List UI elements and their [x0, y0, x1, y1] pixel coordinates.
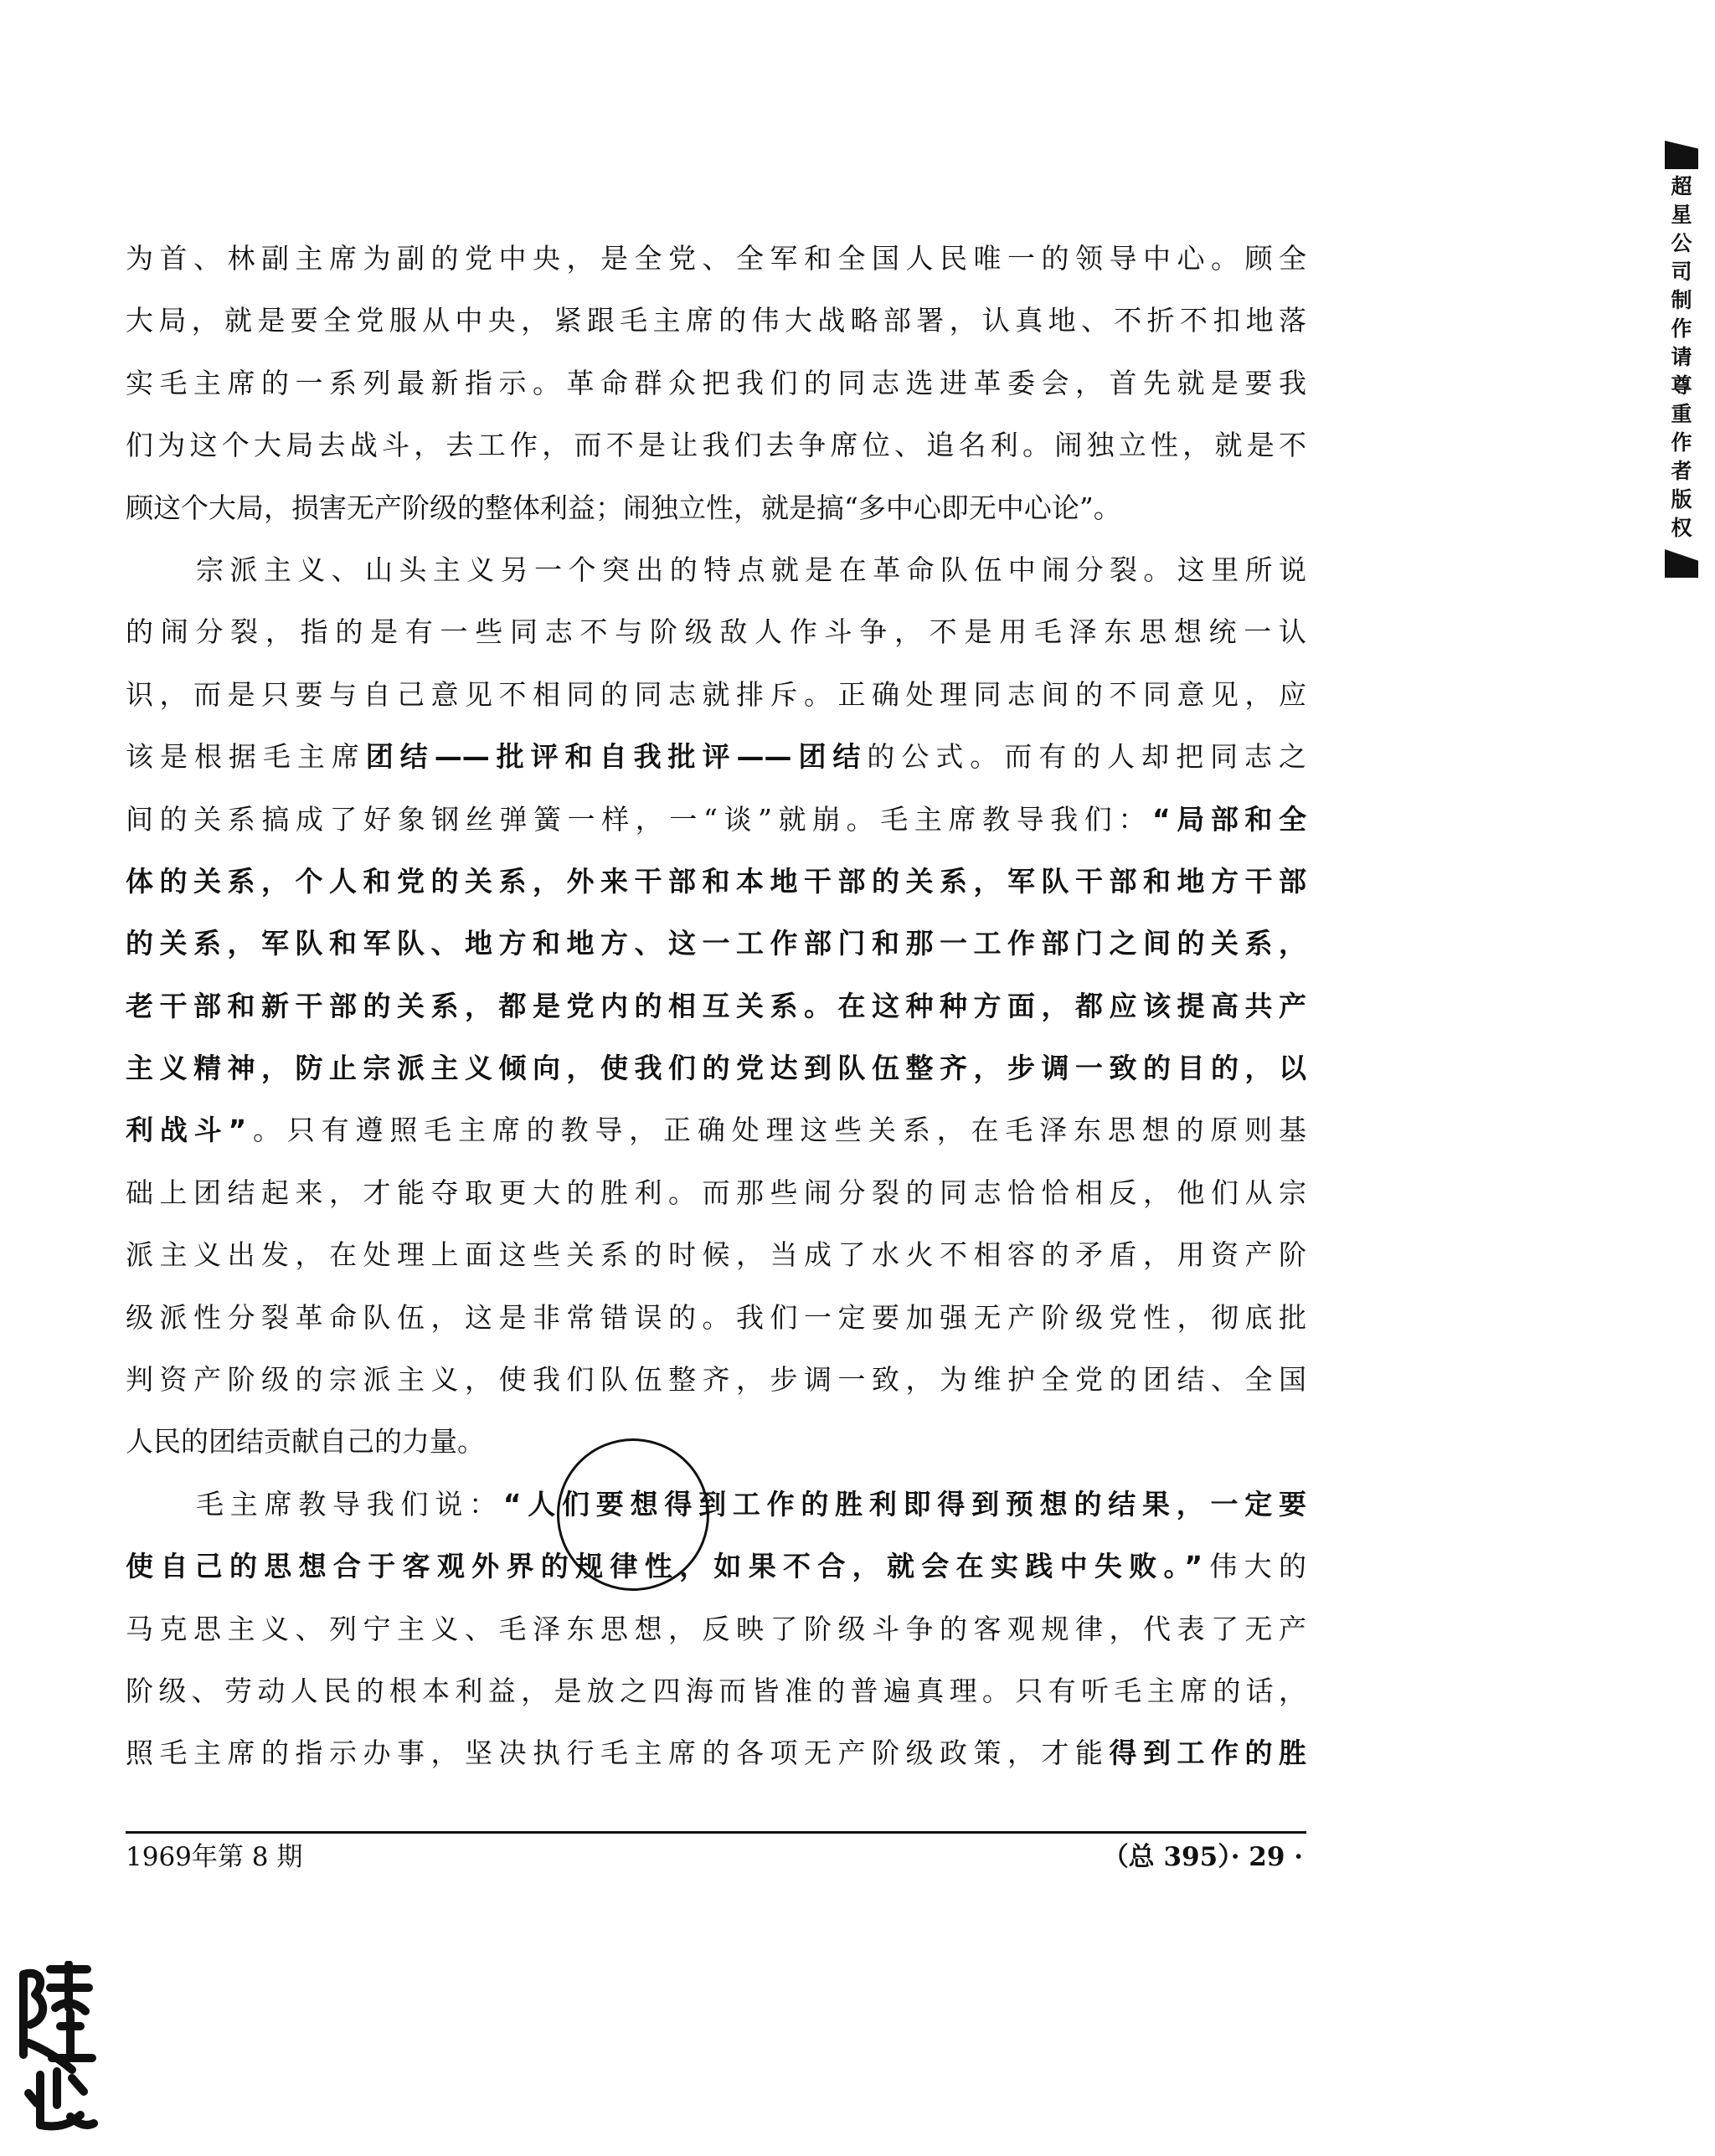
- body-text: 马克思主义、列宁主义、毛泽东思想，反映了阶级斗争的客观规律，代表了无产: [126, 1612, 1306, 1645]
- text-line: [126, 726, 1306, 788]
- text-line: [126, 1224, 1306, 1286]
- body-text: 照毛主席的指示办事，坚决执行毛主席的各项无产阶级政策，才能: [126, 1737, 1110, 1770]
- article-body: [126, 228, 1306, 1785]
- stamp-char: 星: [1671, 203, 1692, 227]
- quotation-bold-text: 得到工作的胜: [1109, 1737, 1306, 1770]
- seal-stamp: [12, 1961, 99, 2137]
- text-line: [126, 1349, 1306, 1411]
- text-line: [126, 789, 1306, 851]
- body-text: 派主义出发，在处理上面这些关系的时候，当成了水火不相容的矛盾，用资产阶: [126, 1238, 1306, 1272]
- body-text: 顾这个大局，损害无产阶级的整体利益；闹独立性，就是搞“多中心即无中心论”。: [126, 491, 1121, 524]
- body-text: 伟大的: [1203, 1550, 1306, 1583]
- text-line: [126, 1536, 1306, 1598]
- quotation-bold-text: 主义精神，防止宗派主义倾向，使我们的党达到队伍整齐，步调一致的目的，以: [126, 1052, 1306, 1085]
- body-text: 人民的团结贡献自己的力量。: [126, 1425, 485, 1459]
- body-text: 毛主席教导我们说：: [196, 1487, 503, 1521]
- text-line: [126, 601, 1306, 663]
- text-line: [126, 913, 1306, 975]
- stamp-char: 者: [1671, 459, 1692, 483]
- text-line: [126, 352, 1306, 414]
- body-text: 大局，就是要全党服从中央，紧跟毛主席的伟大战略部署，认真地、不折不扣地落: [126, 304, 1306, 337]
- quotation-bold-text: 老干部和新干部的关系，都是党内的相互关系。在这种种方面，都应该提高共产: [126, 989, 1306, 1022]
- stamp-text: [1665, 169, 1698, 546]
- stamp-char: 请: [1671, 345, 1692, 369]
- stamp-char: 权: [1671, 516, 1692, 540]
- stamp-char: 超: [1671, 174, 1692, 198]
- footer-rule: [126, 1831, 1306, 1834]
- text-line: [126, 1099, 1306, 1161]
- stamp-char: 重: [1671, 402, 1692, 426]
- text-line: [126, 1722, 1306, 1784]
- body-text: 。只有遵照毛主席的教导，正确处理这些关系，在毛泽东思想的原则基: [246, 1114, 1306, 1147]
- text-line: [126, 290, 1306, 352]
- stamp-char: 制: [1671, 288, 1692, 312]
- text-line: [126, 1660, 1306, 1722]
- stamp-bar-top: [1665, 141, 1698, 169]
- stamp-char: 公: [1671, 231, 1692, 255]
- quotation-bold-text: 的关系，军队和军队、地方和地方、这一工作部门和那一工作部门之间的关系，: [126, 927, 1306, 960]
- text-line: [126, 1411, 1306, 1473]
- quotation-bold-text: “局部和全: [1151, 802, 1306, 836]
- body-text: 宗派主义、山头主义另一个突出的特点就是在革命队伍中闹分裂。这里所说: [196, 553, 1306, 586]
- body-text: 的闹分裂，指的是有一些同志不与阶级敌人作斗争，不是用毛泽东思想统一认: [126, 615, 1306, 649]
- body-text: 础上团结起来，才能夺取更大的胜利。而那些闹分裂的同志恰恰相反，他们从宗: [126, 1176, 1306, 1209]
- stamp-bar-bottom: [1665, 549, 1698, 578]
- body-text: 识，而是只要与自己意见不相同的同志就排斥。正确处理同志间的不同意见，应: [126, 677, 1306, 711]
- text-line: [126, 1474, 1306, 1536]
- text-line: [126, 1037, 1306, 1099]
- text-line: [126, 414, 1306, 476]
- body-text: 间的关系搞成了好象钢丝弹簧一样，一“谈”就崩。毛主席教导我们：: [126, 802, 1152, 836]
- body-text: 该是根据毛主席: [126, 740, 366, 774]
- quotation-bold-text: 团结——批评和自我批评——团结: [365, 740, 868, 774]
- stamp-char: 版: [1671, 487, 1692, 512]
- quotation-bold-text: “人们要想得到工作的胜利即得到预想的结果，一定要: [502, 1487, 1306, 1521]
- quotation-bold-text: 体的关系，个人和党的关系，外来干部和本地干部的关系，军队干部和地方干部: [126, 864, 1306, 898]
- text-line: [126, 664, 1306, 726]
- text-line: [126, 1598, 1306, 1660]
- quotation-bold-text: 使自己的思想合于客观外界的规律性，如果不合，就会在实践中失败。”: [126, 1550, 1203, 1583]
- copyright-side-stamp: [1665, 141, 1702, 578]
- body-text: 级派性分裂革命队伍，这是非常错误的。我们一定要加强无产阶级党性，彻底批: [126, 1300, 1306, 1334]
- stamp-char: 作: [1671, 430, 1692, 455]
- text-line: [126, 851, 1306, 913]
- text-line: [126, 539, 1306, 601]
- text-line: [126, 1287, 1306, 1349]
- body-text: 实毛主席的一系列最新指示。革命群众把我们的同志选进革委会，首先就是要我: [126, 366, 1306, 399]
- body-text: 的公式。而有的人却把同志之: [867, 740, 1306, 774]
- text-line: [126, 477, 1306, 539]
- stamp-char: 尊: [1671, 373, 1692, 398]
- page-number: （总 395）· 29 ·: [1102, 1842, 1303, 1872]
- body-text: 阶级、劳动人民的根本利益，是放之四海而皆准的普遍真理。只有听毛主席的话，: [126, 1674, 1306, 1707]
- text-line: [126, 975, 1306, 1037]
- body-text: 们为这个大局去战斗，去工作，而不是让我们去争席位、追名利。闹独立性，就是不: [126, 429, 1306, 462]
- body-text: 判资产阶级的宗派主义，使我们队伍整齐，步调一致，为维护全党的团结、全国: [126, 1363, 1306, 1397]
- text-line: [126, 228, 1306, 290]
- stamp-char: 司: [1671, 260, 1692, 284]
- text-line: [126, 1162, 1306, 1224]
- stamp-char: 作: [1671, 316, 1692, 341]
- issue-label: 1969年第 8 期: [126, 1842, 303, 1872]
- body-text: 为首、林副主席为副的党中央，是全党、全军和全国人民唯一的领导中心。顾全: [126, 242, 1306, 275]
- quotation-bold-text: 利战斗”: [126, 1114, 247, 1147]
